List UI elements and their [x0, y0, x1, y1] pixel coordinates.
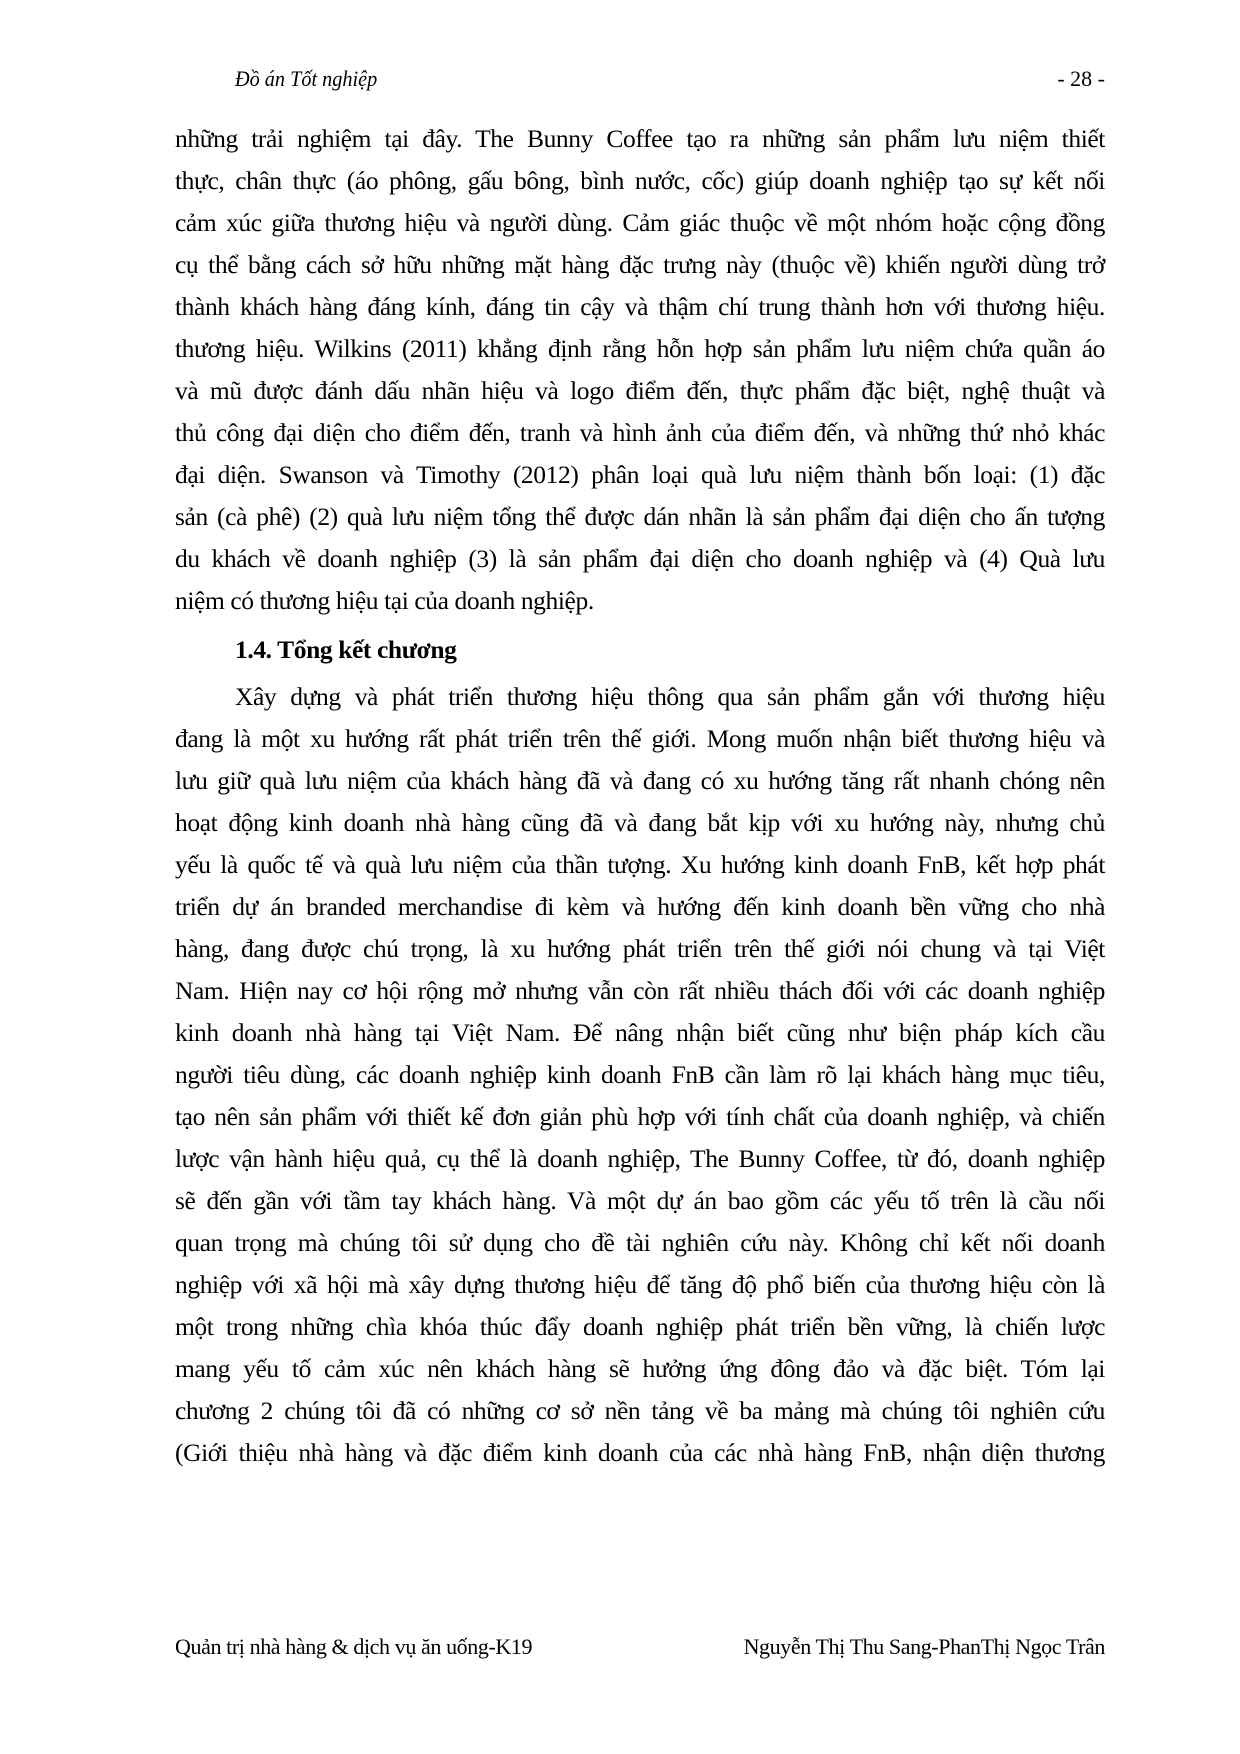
paragraph-souvenir-types — [175, 118, 1105, 622]
text-line: triển dự án branded merchandise đi kèm và hướng đến kinh doanh bền vững cho nhà — [175, 892, 1105, 921]
page-number: - 28 - — [1057, 66, 1105, 91]
section-heading: 1.4. Tổng kết chương — [235, 635, 457, 664]
footer-course: Quản trị nhà hàng & dịch vụ ăn uống-K19 — [175, 1634, 533, 1659]
text-line: chương 2 chúng tôi đã có những cơ sở nền tảng về ba mảng mà chúng tôi nghiên cứu — [175, 1396, 1105, 1425]
text-line: thực, chân thực (áo phông, gấu bông, bình nước, cốc) giúp doanh nghiệp tạo sự kết nối — [175, 166, 1105, 195]
footer-authors: Nguyễn Thị Thu Sang-PhanThị Ngọc Trân — [743, 1634, 1105, 1659]
text-line: hàng, đang được chú trọng, là xu hướng phát triển trên thế giới nói chung và tại Việt — [175, 934, 1105, 963]
text-line: cảm xúc giữa thương hiệu và người dùng. Cảm giác thuộc về một nhóm hoặc cộng đồng — [175, 208, 1105, 237]
text-line: thành khách hàng đáng kính, đáng tin cậy và thậm chí trung thành hơn với thương hiệu. — [175, 292, 1105, 321]
text-line: và mũ được đánh dấu nhãn hiệu và logo điểm đến, thực phẩm đặc biệt, nghệ thuật và — [175, 376, 1105, 405]
text-line: yếu là quốc tế và quà lưu niệm của thần tượng. Xu hướng kinh doanh FnB, kết hợp phát — [175, 850, 1105, 879]
text-line: những trải nghiệm tại đây. The Bunny Coffee tạo ra những sản phẩm lưu niệm thiết — [175, 124, 1105, 153]
page-footer — [175, 1634, 1105, 1668]
text-line: Nam. Hiện nay cơ hội rộng mở nhưng vẫn còn rất nhiều thách đối với các doanh nghiệp — [175, 976, 1105, 1005]
text-line: quan trọng mà chúng tôi sử dụng cho đề tài nghiên cứu này. Không chỉ kết nối doanh — [175, 1228, 1105, 1257]
text-line: thủ công đại diện cho điểm đến, tranh và hình ảnh của điểm đến, và những thứ nhỏ khác — [175, 418, 1105, 447]
text-line: niệm có thương hiệu tại của doanh nghiệp. — [175, 586, 594, 615]
paragraph-chapter-summary — [175, 676, 1105, 1474]
text-line: người tiêu dùng, các doanh nghiệp kinh doanh FnB cần làm rõ lại khách hàng mục tiêu, — [175, 1060, 1105, 1089]
text-line: kinh doanh nhà hàng tại Việt Nam. Để nâng nhận biết cũng như biện pháp kích cầu — [175, 1018, 1105, 1047]
page-header — [175, 66, 1105, 96]
text-line: du khách về doanh nghiệp (3) là sản phẩm đại diện cho doanh nghiệp và (4) Quà lưu — [175, 544, 1105, 573]
header-title: Đồ án Tốt nghiệp — [235, 66, 378, 91]
text-line: nghiệp với xã hội mà xây dựng thương hiệu để tăng độ phổ biến của thương hiệu còn là — [175, 1270, 1105, 1299]
text-line: sản (cà phê) (2) quà lưu niệm tổng thể được dán nhãn là sản phẩm đại diện cho ấn tượng — [175, 502, 1105, 531]
text-line: lưu giữ quà lưu niệm của khách hàng đã và đang có xu hướng tăng rất nhanh chóng nên — [175, 766, 1105, 795]
text-line: mang yếu tố cảm xúc nên khách hàng sẽ hưởng ứng đông đảo và đặc biệt. Tóm lại — [175, 1354, 1105, 1383]
text-line: (Giới thiệu nhà hàng và đặc điểm kinh doanh của các nhà hàng FnB, nhận diện thương — [175, 1438, 1105, 1467]
document-body — [175, 118, 1105, 1474]
text-line: lược vận hành hiệu quả, cụ thể là doanh nghiệp, The Bunny Coffee, từ đó, doanh nghiệp — [175, 1144, 1105, 1173]
text-line: đại diện. Swanson và Timothy (2012) phân loại quà lưu niệm thành bốn loại: (1) đặc — [175, 460, 1105, 489]
text-line: một trong những chìa khóa thúc đẩy doanh nghiệp phát triển bền vững, là chiến lược — [175, 1312, 1105, 1341]
text-line: đang là một xu hướng rất phát triển trên thế giới. Mong muốn nhận biết thương hiệu và — [175, 724, 1105, 753]
text-line: cụ thể bằng cách sở hữu những mặt hàng đặc trưng này (thuộc về) khiến người dùng trở — [175, 250, 1105, 279]
text-line: Xây dựng và phát triển thương hiệu thông qua sản phẩm gắn với thương hiệu — [235, 682, 1105, 711]
text-line: hoạt động kinh doanh nhà hàng cũng đã và đang bắt kịp với xu hướng này, nhưng chủ — [175, 808, 1105, 837]
text-line: tạo nên sản phẩm với thiết kế đơn giản phù hợp với tính chất của doanh nghiệp, và chiến — [175, 1102, 1105, 1131]
text-line: sẽ đến gần với tầm tay khách hàng. Và một dự án bao gồm các yếu tố trên là cầu nối — [175, 1186, 1105, 1215]
text-line: thương hiệu. Wilkins (2011) khẳng định rằng hỗn hợp sản phẩm lưu niệm chứa quần áo — [175, 334, 1105, 363]
